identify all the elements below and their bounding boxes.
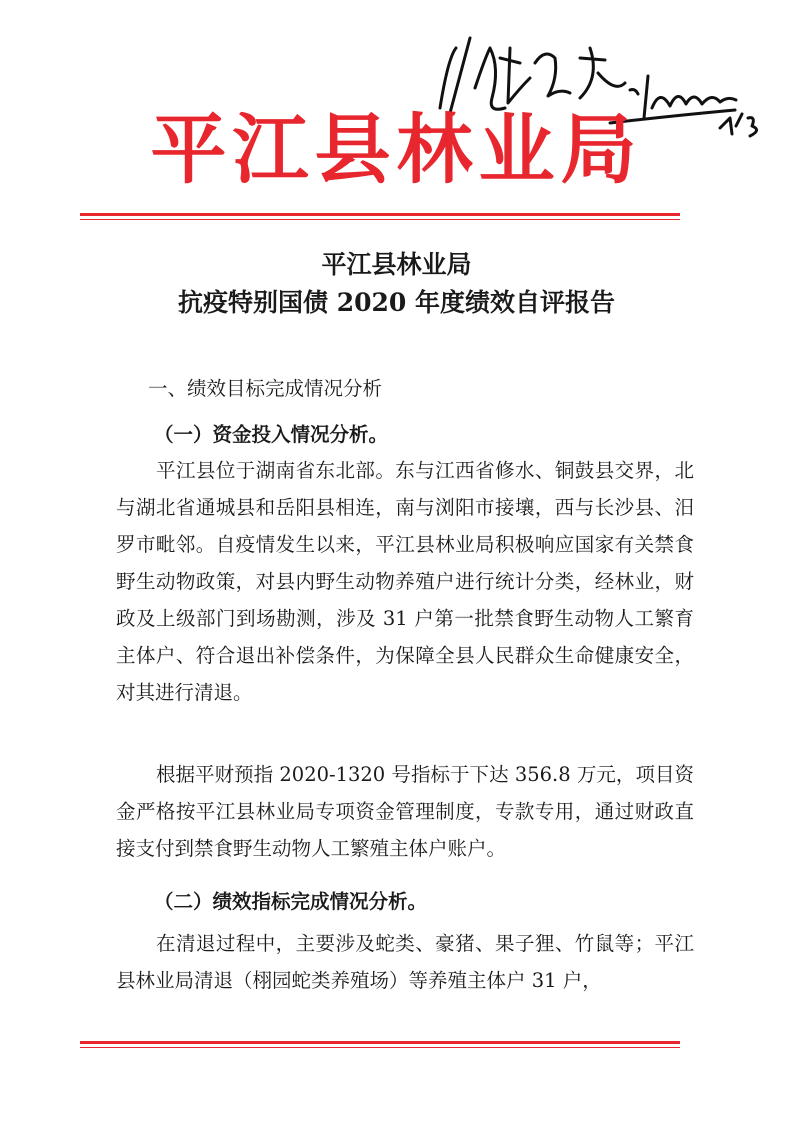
masthead-divider bbox=[80, 213, 680, 220]
subsection-heading-funding: （一）资金投入情况分析。 bbox=[154, 423, 389, 446]
paragraph-background: 平江县位于湖南省东北部。东与江西省修水、铜鼓县交界，北与湖北省通城县和岳阳县相连，南与浏阳市接壤，西与长沙县、汨罗市毗邻。自疫情发生以来，平江县林业局积极响应国家有关禁食野生动物政策，对县内野生动物养殖户进行统计分类，经林业，财政及上级部门到场勘测，涉及 31 户第一批禁食野生动物人工繁育主体户、符合退出补偿条件，为保障全县人民群众生命健康安全，对其进行清退。 bbox=[116, 459, 694, 704]
section-heading: 一、绩效目标完成情况分析 bbox=[148, 377, 383, 400]
footer-divider bbox=[80, 1041, 680, 1048]
masthead-org-name: 平江县林业局 bbox=[150, 105, 643, 194]
paragraph-funding: 根据平财预指 2020-1320 号指标于下达 356.8 万元，项目资金严格按平江县林业局专项资金管理制度，专款专用，通过财政直接支付到禁食野生动物人工繁殖主体户账户。 bbox=[116, 763, 694, 860]
subsection-heading-indicators: （二）绩效指标完成情况分析。 bbox=[154, 890, 428, 913]
document-title-line2: 抗疫特别国债 2020 年度绩效自评报告 bbox=[178, 288, 615, 317]
paragraph-clearance: 在清退过程中，主要涉及蛇类、豪猪、果子狸、竹鼠等；平江县林业局清退（栩园蛇类养殖场）等养殖主体户 31 户， bbox=[116, 932, 694, 992]
document-title-line1: 平江县林业局 bbox=[321, 250, 472, 279]
